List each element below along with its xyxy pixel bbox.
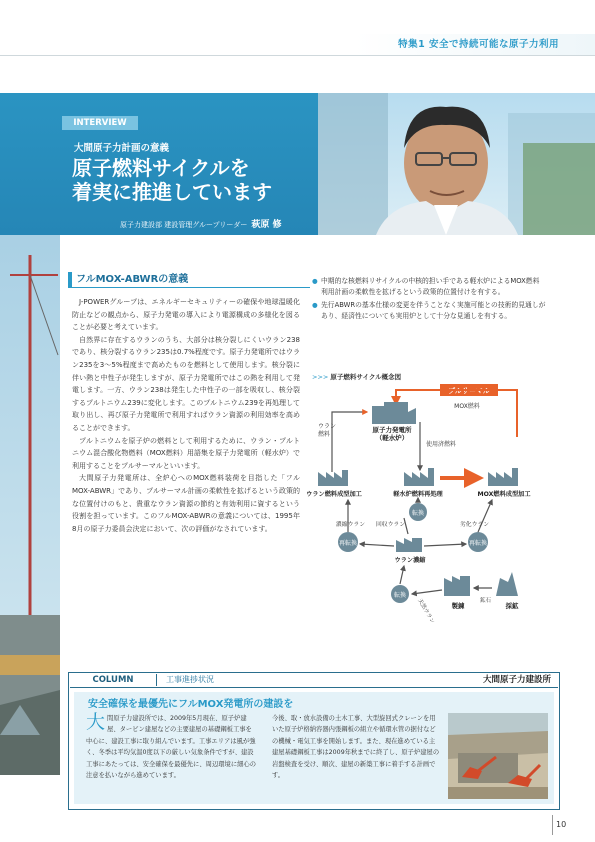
- page-number-rule: [552, 815, 553, 835]
- mox-fab-icon: [488, 468, 518, 486]
- byline-name: 萩原 修: [251, 220, 282, 230]
- article-paragraph: J-POWERグループは、エネルギーセキュリティーの確保や地球温暖化防止などの観点から、原子力発電の導入により電源構成の多様化を図ることが必要と考えています。: [72, 298, 300, 332]
- column-dropcap: 大: [86, 711, 106, 733]
- conversion2-label: 転換: [393, 592, 407, 599]
- conversion-label: 転換: [411, 510, 425, 517]
- diagram-title-marker: >>>: [312, 373, 329, 381]
- reconversion-left-label: 再転換: [338, 540, 358, 547]
- reconversion-right-label: 再転換: [468, 540, 488, 547]
- conversion2-arrow: [400, 566, 404, 584]
- article-paragraph: プルトニウムを原子炉の燃料として利用するために、ウラン・プルトニウム混合酸化物燃料（MOX燃料）用語集を原子力発電所（軽水炉）で利用することをプルサーマルといいます。: [72, 436, 300, 470]
- uranium-fuel-label2: 燃料: [318, 431, 331, 438]
- enrich-to-right-arrow: [424, 544, 466, 546]
- uranium-fab-icon: [318, 470, 348, 486]
- column-title: 安全確保を最優先にフルMOX発電所の建設を: [88, 699, 294, 710]
- reprocess-label: 軽水炉燃料再処理: [393, 491, 443, 498]
- page-number: 10: [556, 820, 567, 829]
- article-paragraph: 自然界に存在するウランのうち、大部分は核分裂しにくいウラン238であり、核分裂するウラン235は0.7%程度です。原子力発電所ではウラン235を3～5%程度まで高めたものを燃料として使用します。核分裂に伴い熱と中性子が発生しますが、原子力発電所ではこの熱を利用して発電します。一方、ウラン238は発生した中性子の一部を吸収し、核分裂するプルトニウム239に変化します。このプルトニウム239を再処理して取り出し、再び原子力発電所で利用すればウラン資源の利用効率を高めることができます。: [72, 335, 300, 432]
- column-subtitle: 工事進捗状況: [166, 675, 214, 684]
- uranium-fuel-label: ウラン: [318, 423, 337, 430]
- byline-dept: 原子力建設部 建設管理グループリーダー: [120, 221, 248, 229]
- enriched-uranium-label: 濃縮ウラン: [336, 522, 365, 528]
- uranium-fuel-arrow: [332, 412, 367, 472]
- enrichment-icon: [396, 538, 422, 552]
- column-site: 大間原子力建設所: [482, 675, 551, 685]
- hero-kicker: 大間原子力計画の意義: [74, 143, 170, 154]
- column-text-1: [86, 713, 258, 781]
- fuel-cycle-diagram: [306, 382, 548, 632]
- enrich-to-left-arrow: [360, 544, 394, 546]
- mining-icon: [496, 572, 518, 596]
- refining-icon: [444, 576, 470, 596]
- pluthermal-label: プルサーマル: [448, 387, 490, 395]
- reprocess-icon: [404, 468, 434, 486]
- column-tag: COLUMN: [70, 674, 157, 686]
- section-title: 特集1 安全で持続可能な原子力利用: [398, 39, 559, 50]
- column-text-2: 今後、取・放水設備の土木工事、大型旋回式クレーンを用いた原子炉格納容器内張鋼板の組立や循環水管の据付などの機械・電気工事を開始します。また、現在進めている主建屋基礎鋼板工事は2009年秋までに終了し、原子炉建屋の岩盤検査を受け、順次、建屋の新築工事に着手する計画です。: [272, 715, 440, 780]
- evaluation-bullet: ● 中期的な核燃料リサイクルの中核的担い手である軽水炉によるMOX燃料利用計画の柔軟性を拡げるという政策的位置付けを有する。: [312, 276, 546, 298]
- mox-fuel-label: MOX燃料: [454, 403, 480, 410]
- natural-uranium-label: 天然ウラン: [416, 598, 436, 625]
- depleted-uranium-label: 劣化ウラン: [460, 522, 489, 528]
- evaluation-bullets: [312, 276, 546, 324]
- hero-headline-line1: 原子燃料サイクルを: [72, 156, 250, 180]
- diagram-title: [312, 372, 401, 381]
- portrait-photo: [318, 93, 595, 235]
- mining-label: 採鉱: [505, 602, 519, 610]
- interview-tag: INTERVIEW: [62, 116, 138, 130]
- subsection-title: フルMOX-ABWRの意義: [68, 272, 310, 288]
- plant-sub-label: （軽水炉）: [375, 434, 409, 442]
- enrichment-label: ウラン濃縮: [394, 557, 426, 564]
- uranium-fab-label: ウラン燃料成型加工: [306, 491, 362, 498]
- article-paragraph: 大間原子力発電所は、全炉心へのMOX燃料装荷を目指した「フルMOX-ABWR」であり、プルサーマル計画の柔軟性を拡げるという政策的な位置付けのもと、貴重なウラン資源の節約と有効利用に資するという役割を担っています。このフルMOX-ABWRの意義については、1995年8月の原子力委員会決定において、次の評価がなされています。: [72, 474, 300, 533]
- diagram-title-text: 原子燃料サイクル概念図: [330, 373, 402, 381]
- spent-fuel-label: 使用済燃料: [426, 441, 457, 448]
- ore-label: 鉱石: [480, 598, 492, 604]
- byline: [120, 217, 282, 230]
- hero-headline: [72, 156, 272, 204]
- refining-label: 製錬: [451, 602, 465, 610]
- refining-arrow: [412, 590, 442, 594]
- evaluation-bullet: ● 先行ABWRの基本仕様の変更を伴うことなく実施可能との技術的見通しがあり、経済性についても実用炉として十分な見通しを有する。: [312, 300, 546, 322]
- power-plant-icon: [372, 402, 416, 424]
- article-body: [72, 296, 300, 535]
- column-construction-photo: [448, 713, 548, 799]
- mox-fab-label: MOX燃料成型加工: [477, 491, 531, 498]
- hero-headline-line2: 着実に推進しています: [72, 180, 272, 204]
- construction-photo-strip: [0, 235, 60, 775]
- recovered-uranium-label: 回収ウラン: [376, 522, 405, 528]
- column-text-1-body: 間原子力建設所では、2009年5月現在、原子炉建屋、タービン建屋などの主要建屋の基礎鋼板工事を中心に、建設工事に取り組んでいます。工事エリアは風が強く、冬季は平均気温0度以下の厳しい気象条件ですが、建設工事にあたっては、安全確保を最優先に、周辺環境に細心の注意を払いながら進めています。: [86, 715, 257, 780]
- header-divider: [0, 55, 595, 56]
- pluthermal-line: [498, 390, 517, 437]
- plant-label: 原子力発電所: [372, 426, 412, 434]
